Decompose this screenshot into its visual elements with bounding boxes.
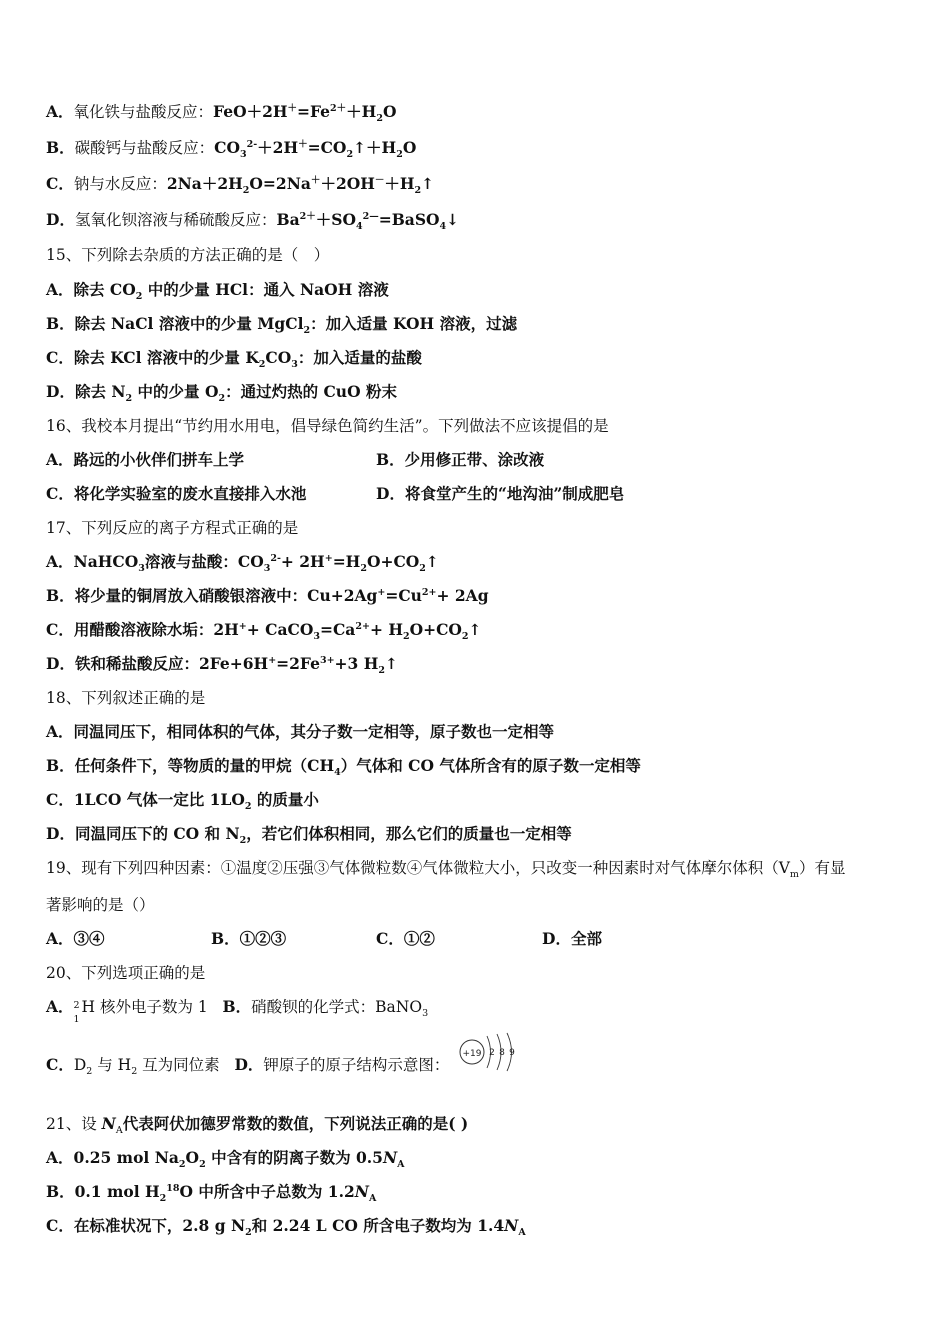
q15-option-b: B．除去 NaCl 溶液中的少量 MgCl$_2$：加入适量 KOH 溶液，过滤 xyxy=(46,314,518,337)
q21-option-c: C．在标准状况下，2.8 g $N_2$和 2.24 L CO 所含电子数均为 $1.4N_A$ xyxy=(46,1216,526,1239)
q17-option-a: A．NaHCO$_3$溶液与盐酸：$CO_3^{2-}+$ $2H^+=H_2O+CO_2↑$ xyxy=(46,552,439,575)
q20-stem: 20、下列选项正确的是 xyxy=(46,964,206,982)
q16-option-d: D．将食堂产生的“地沟油”制成肥皂 xyxy=(376,484,625,503)
q18-option-a: A．同温同压下，相同体积的气体，其分子数一定相等，原子数也一定相等 xyxy=(46,722,555,741)
q15-option-d: D．除去 $N_2$ 中的少量 $O_2$：通过灼热的 CuO 粉末 xyxy=(46,382,397,405)
q14-option-d: D．氢氧化钡溶液与稀硫酸反应：$Ba^{2+}+SO_4^{2—}=BaSO_4↓$ xyxy=(46,210,460,233)
q17-stem: 17、下列反应的离子方程式正确的是 xyxy=(46,519,299,537)
q17-option-b: B．将少量的铜屑放入硝酸银溶液中：$Cu+2Ag^+=Cu^{2+}+ 2Ag$ xyxy=(46,586,489,605)
q20-option-b-label: B． xyxy=(222,997,252,1016)
q17-option-c: C．用醋酸溶液除水垢：$2H^++ CaCO_3=Ca^{2+}+$ $H_2O+CO_2↑$ xyxy=(46,620,482,643)
q18-stem: 18、下列叙述正确的是 xyxy=(46,689,206,707)
shell-electrons-1: 2 xyxy=(489,1048,495,1058)
q15-option-c: C．除去 KCl 溶液中的少量 $K_2CO_3$：加入适量的盐酸 xyxy=(46,348,422,371)
potassium-atom-structure-diagram xyxy=(457,1030,527,1074)
q19-option-c: C．①② xyxy=(376,929,435,948)
q15-stem: 15、下列除去杂质的方法正确的是（ ） xyxy=(46,246,330,264)
q19-stem-line2: 著影响的是（） xyxy=(46,896,155,914)
q16-option-b: B．少用修正带、涂改液 xyxy=(376,450,545,469)
q18-option-c: C．1LCO 气体一定比 $1LO_2$ 的质量小 xyxy=(46,790,319,813)
q16-option-a: A．路远的小伙伴们拼车上学 xyxy=(46,450,245,469)
q16-option-c: C．将化学实验室的废水直接排入水池 xyxy=(46,484,307,503)
shell-electrons-3: 9 xyxy=(509,1048,515,1058)
q21-option-b: B．0.1 mol $H_2^{18}O$ 中所含中子总数为 $1.2N_A$ xyxy=(46,1182,377,1205)
q19-option-a: A．③④ xyxy=(46,929,105,948)
q19-stem: 19、现有下列四种因素：①温度②压强③气体微粒数④气体微粒大小，只改变一种因素时对气体摩尔体积$(V_m)$有显 xyxy=(46,859,846,881)
q20-options-ab: A． 2 1 H 核外电子数为 1 B．硝酸钡的化学式：BaNO$_3$ xyxy=(46,997,429,1025)
q15-option-a: A．除去 $CO_2$ 中的少量 HCl：通入 NaOH 溶液 xyxy=(46,280,389,303)
q14-option-a: A．氧化铁与盐酸反应：$FeO+2H^+=Fe^{2+}+H_2O$ xyxy=(46,102,397,125)
q16-stem: 16、我校本月提出“节约用水用电，倡导绿色简约生活”。下列做法不应该提倡的是 xyxy=(46,417,609,435)
q19-option-b: B．①②③ xyxy=(211,929,287,948)
q18-option-d: D．同温同压下的 CO 和 $N_2$，若它们体积相同，那么它们的质量也一定相等 xyxy=(46,824,572,847)
q21-stem: 21、设 $N_A$代表阿伏加德罗常数的数值，下列说法正确的是( ) xyxy=(46,1114,469,1137)
q18-option-b: B．任何条件下，等物质的量的甲烷$(CH_4)$气体和 CO 气体所含有的原子数一定相等 xyxy=(46,756,641,779)
q21-option-a: A．0.25 mol $Na_2O_2$ 中含有的阴离子数为 $0.5N_A$ xyxy=(46,1148,405,1171)
q20-options-cd: C．$D_2$ 与 $H_2$ 互为同位素 D．钾原子的原子结构示意图： xyxy=(46,1055,450,1078)
q14-option-c: C．钠与水反应：$2Na+2H_2O=2Na^++2OH^-+H_2↑$ xyxy=(46,174,435,197)
q14-option-b: B．碳酸钙与盐酸反应：$CO_3^{2-}+2H^+=CO_2↑+H_2O$ xyxy=(46,138,417,161)
q19-option-d: D．全部 xyxy=(542,929,602,948)
q20-option-a-label: A． xyxy=(46,997,74,1016)
nucleus-charge: +19 xyxy=(462,1049,482,1059)
q17-option-d: D．铁和稀盐酸反应：$2Fe+6H^+=2Fe^{3+}+3$ $H_2↑$ xyxy=(46,654,398,677)
shell-electrons-2: 8 xyxy=(499,1048,505,1058)
